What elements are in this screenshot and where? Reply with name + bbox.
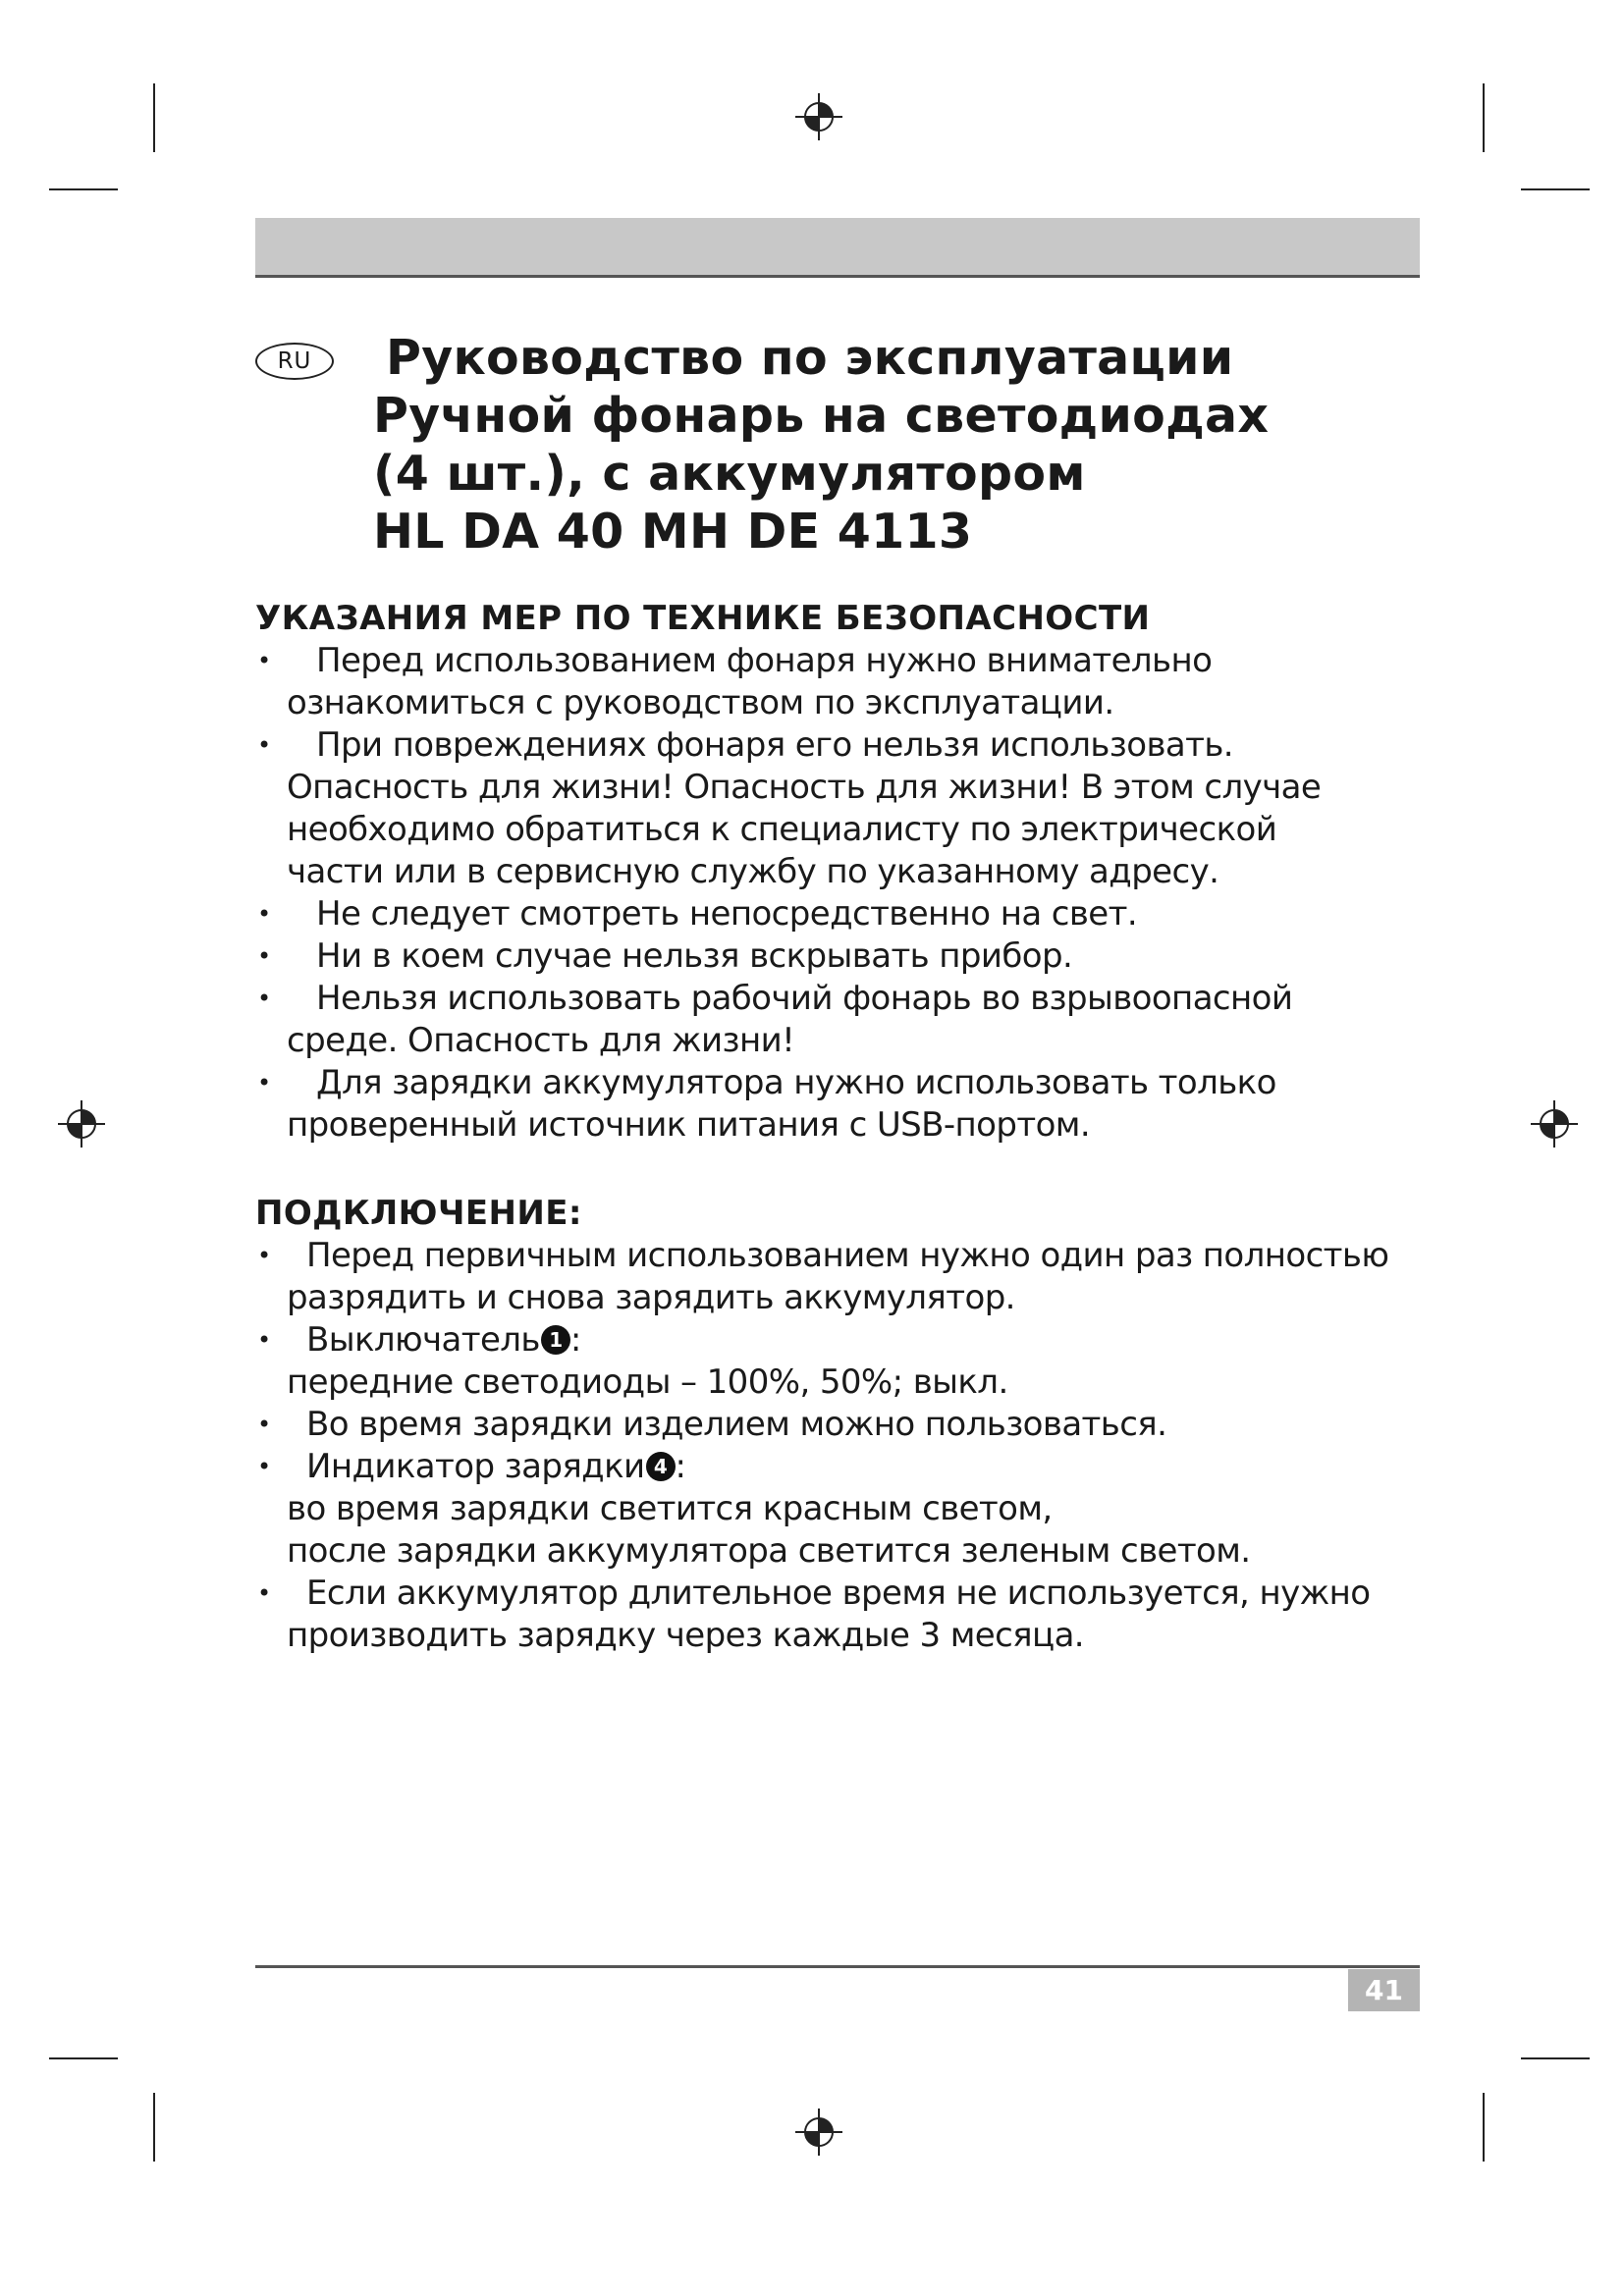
callout-number-badge: 1 [541, 1325, 570, 1355]
crop-mark-top-right-horizontal [1521, 188, 1590, 190]
connection-heading: ПОДКЛЮЧЕНИЕ: [255, 1194, 582, 1233]
list-item [255, 935, 1434, 978]
item-continuation: передние светодиоды – 100%, 50%; выкл. [287, 1362, 1008, 1402]
safety-section [255, 598, 1434, 1147]
item-first-line [287, 1447, 685, 1486]
item-continuation: проверенный источник питания с USB-портом. [287, 1105, 1091, 1145]
bullet: • [257, 1242, 271, 1269]
item-continuation: ознакомиться с руководством по эксплуатации. [287, 683, 1114, 722]
list-item [255, 1235, 1434, 1319]
list-item [255, 1062, 1434, 1147]
item-first-line: Перед использованием фонаря нужно внимательно [316, 641, 1213, 680]
bullet: • [257, 1069, 271, 1096]
crop-mark-top-left-horizontal [49, 188, 118, 190]
bullet: • [257, 942, 271, 970]
crop-mark-bottom-right-horizontal [1521, 2057, 1590, 2059]
page-title [373, 329, 1434, 561]
item-continuation: разрядить и снова зарядить аккумулятор. [287, 1278, 1015, 1317]
callout-number-badge: 4 [646, 1452, 676, 1481]
list-item [255, 1319, 1434, 1404]
safety-heading: УКАЗАНИЯ МЕР ПО ТЕХНИКЕ БЕЗОПАСНОСТИ [255, 599, 1151, 638]
crop-mark-bottom-right-vertical [1483, 2093, 1485, 2162]
crop-mark-top-right-vertical [1483, 83, 1485, 152]
bullet: • [257, 731, 271, 759]
registration-mark-right-icon [1529, 1098, 1580, 1149]
list-item [255, 640, 1434, 724]
title-line: Ручной фонарь на светодиодах [373, 388, 1270, 444]
item-first-line: Нельзя использовать рабочий фонарь во взрывоопасной [316, 979, 1293, 1018]
list-item [255, 978, 1434, 1062]
item-first-line: Не следует смотреть непосредственно на свет. [316, 894, 1138, 934]
bullet: • [257, 1579, 271, 1607]
registration-mark-top-icon [793, 91, 844, 142]
switch-label: Выключатель [306, 1320, 540, 1360]
item-continuation: Опасность для жизни! Опасность для жизни! В этом случае необходимо обратиться к специалисту по электрической части или в сервисную службу по указанному адресу. [287, 768, 1322, 891]
title-line: Руководство по эксплуатации [386, 330, 1234, 386]
bullet: • [257, 900, 271, 928]
footer-rule [255, 1965, 1420, 1968]
list-item [255, 1573, 1434, 1657]
item-continuation: производить зарядку через каждые 3 месяца. [287, 1616, 1085, 1655]
list-item [255, 1446, 1434, 1573]
colon: : [675, 1447, 686, 1486]
item-first-line: Во время зарядки изделием можно пользоваться. [306, 1405, 1167, 1444]
item-first-line: Для зарядки аккумулятора нужно использовать только [316, 1063, 1276, 1102]
item-first-line: Перед первичным использованием нужно один раз полностью [306, 1236, 1389, 1275]
registration-mark-bottom-icon [793, 2107, 844, 2158]
registration-mark-left-icon [56, 1098, 107, 1149]
connection-section [255, 1193, 1434, 1657]
bullet: • [257, 647, 271, 674]
title-line: HL DA 40 MH DE 4113 [373, 504, 973, 560]
item-first-line: Ни в коем случае нельзя вскрывать прибор. [316, 936, 1073, 976]
language-badge: RU [255, 343, 334, 380]
bullet: • [257, 985, 271, 1012]
crop-mark-top-left-vertical [153, 83, 155, 152]
title-line: (4 шт.), с аккумулятором [373, 446, 1086, 502]
list-item [255, 893, 1434, 935]
crop-mark-bottom-left-vertical [153, 2093, 155, 2162]
bullet: • [257, 1453, 271, 1480]
item-continuation: во время зарядки светится красным светом, после зарядки аккумулятора светится зеленым светом. [287, 1489, 1251, 1571]
page-number: 41 [1348, 1969, 1420, 2011]
item-first-line [287, 1320, 581, 1360]
item-first-line: Если аккумулятор длительное время не используется, нужно [306, 1574, 1371, 1613]
colon: : [569, 1320, 581, 1360]
list-item [255, 1404, 1434, 1446]
bullet: • [257, 1411, 271, 1438]
crop-mark-bottom-left-horizontal [49, 2057, 118, 2059]
item-continuation: среде. Опасность для жизни! [287, 1021, 795, 1060]
indicator-label: Индикатор зарядки [306, 1447, 645, 1486]
bullet: • [257, 1326, 271, 1354]
list-item [255, 724, 1434, 893]
header-band [255, 218, 1420, 278]
item-first-line: При повреждениях фонаря его нельзя использовать. [316, 725, 1234, 765]
